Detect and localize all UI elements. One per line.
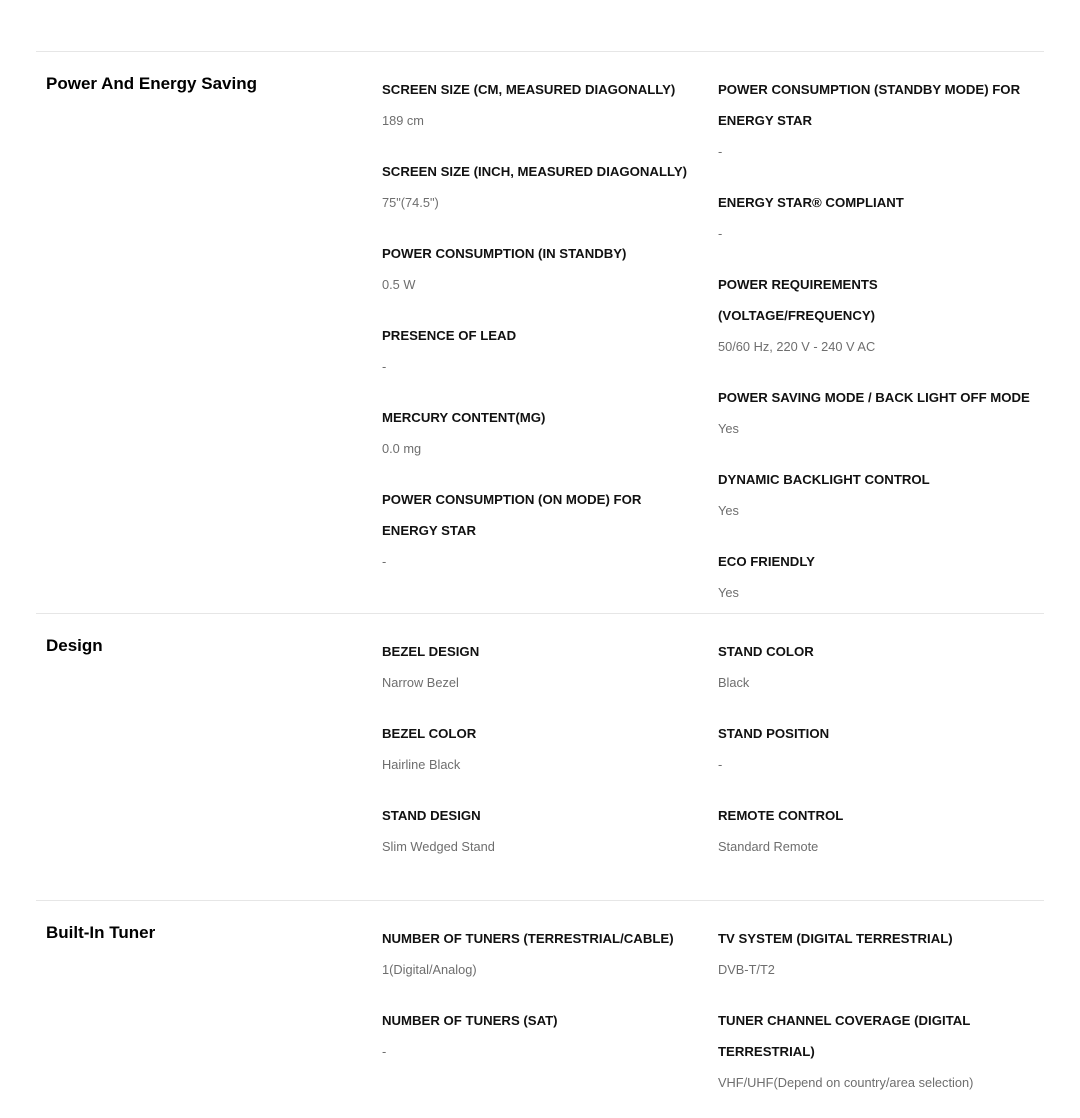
spec-label: SCREEN SIZE (INCH, MEASURED DIAGONALLY) bbox=[382, 164, 688, 179]
spec-item bbox=[718, 923, 1036, 985]
spec-value: 50/60 Hz, 220 V - 240 V AC bbox=[718, 339, 876, 354]
spec-label: NUMBER OF TUNERS (SAT) bbox=[382, 1013, 558, 1028]
spec-item bbox=[718, 800, 1036, 862]
spec-column-right bbox=[718, 923, 1036, 1118]
spec-label: STAND COLOR bbox=[718, 644, 814, 659]
spec-item bbox=[382, 923, 700, 985]
spec-column-left bbox=[382, 923, 700, 1087]
previous-section-values bbox=[0, 0, 1080, 6]
spec-item bbox=[382, 718, 700, 780]
spec-value: Yes bbox=[718, 421, 739, 436]
spec-item bbox=[382, 402, 700, 464]
spec-value: Slim Wedged Stand bbox=[382, 839, 495, 854]
spec-item bbox=[718, 464, 1036, 526]
spec-value: 75"(74.5") bbox=[382, 195, 439, 210]
spec-item bbox=[718, 1005, 1036, 1098]
spec-label: DYNAMIC BACKLIGHT CONTROL bbox=[718, 472, 930, 487]
spec-label: POWER CONSUMPTION (IN STANDBY) bbox=[382, 246, 627, 261]
spec-item bbox=[718, 74, 1036, 167]
spec-item bbox=[718, 718, 1036, 780]
spec-value: Narrow Bezel bbox=[382, 675, 459, 690]
spec-label: ENERGY STAR® COMPLIANT bbox=[718, 195, 904, 210]
spec-value: - bbox=[382, 359, 387, 374]
spec-value: Yes bbox=[718, 585, 739, 600]
spec-value: Yes bbox=[718, 503, 739, 518]
spec-item bbox=[382, 636, 700, 698]
spec-item bbox=[382, 238, 700, 300]
spec-label: STAND DESIGN bbox=[382, 808, 481, 823]
previous-spec-value bbox=[718, 0, 739, 1]
spec-item bbox=[382, 320, 700, 382]
spec-label: NUMBER OF TUNERS (TERRESTRIAL/CABLE) bbox=[382, 931, 674, 946]
spec-label: TV SYSTEM (DIGITAL TERRESTRIAL) bbox=[718, 931, 953, 946]
spec-label: TUNER CHANNEL COVERAGE (DIGITAL TERRESTRIAL) bbox=[718, 1013, 971, 1059]
spec-label: REMOTE CONTROL bbox=[718, 808, 844, 823]
spec-section-built-in-tuner bbox=[36, 900, 1044, 1090]
spec-label: POWER CONSUMPTION (STANDBY MODE) FOR ENERGY STAR bbox=[718, 82, 1021, 128]
spec-column-left bbox=[382, 636, 700, 882]
spec-item bbox=[382, 800, 700, 862]
spec-value: - bbox=[382, 554, 387, 569]
spec-label: POWER SAVING MODE / BACK LIGHT OFF MODE bbox=[718, 390, 1030, 405]
spec-value: DVB-T/T2 bbox=[718, 962, 775, 977]
spec-value: - bbox=[718, 144, 723, 159]
spec-value: Black bbox=[718, 675, 750, 690]
spec-value: - bbox=[718, 226, 723, 241]
spec-item bbox=[382, 74, 700, 136]
spec-value: - bbox=[718, 757, 723, 772]
spec-section-design bbox=[36, 613, 1044, 901]
spec-label: BEZEL COLOR bbox=[382, 726, 477, 741]
spec-label: SCREEN SIZE (CM, MEASURED DIAGONALLY) bbox=[382, 82, 676, 97]
spec-item bbox=[718, 382, 1036, 444]
spec-label: MERCURY CONTENT(MG) bbox=[382, 410, 546, 425]
spec-label: ECO FRIENDLY bbox=[718, 554, 815, 569]
spec-item bbox=[382, 156, 700, 218]
spec-value: 0.0 mg bbox=[382, 441, 422, 456]
section-title: Built-In Tuner bbox=[46, 923, 156, 942]
spec-column-right bbox=[718, 636, 1036, 882]
spec-value: 189 cm bbox=[382, 113, 424, 128]
spec-value: 0.5 W bbox=[382, 277, 416, 292]
spec-column-left bbox=[382, 74, 700, 597]
spec-label: POWER CONSUMPTION (ON MODE) FOR ENERGY STAR bbox=[382, 492, 642, 538]
spec-label: BEZEL DESIGN bbox=[382, 644, 480, 659]
previous-spec-value bbox=[382, 0, 403, 1]
spec-value: Hairline Black bbox=[382, 757, 461, 772]
spec-label: PRESENCE OF LEAD bbox=[382, 328, 517, 343]
spec-value: 1(Digital/Analog) bbox=[382, 962, 477, 977]
spec-value: VHF/UHF(Depend on country/area selection) bbox=[718, 1075, 974, 1090]
spec-value: - bbox=[382, 1044, 387, 1059]
spec-label: STAND POSITION bbox=[718, 726, 830, 741]
spec-item bbox=[382, 484, 700, 577]
spec-label: POWER REQUIREMENTS (VOLTAGE/FREQUENCY) bbox=[718, 277, 878, 323]
spec-item bbox=[718, 269, 1036, 362]
spec-item bbox=[718, 546, 1036, 608]
section-title: Design bbox=[46, 636, 103, 655]
spec-item bbox=[718, 187, 1036, 249]
spec-column-right bbox=[718, 74, 1036, 628]
spec-section-power-energy bbox=[36, 51, 1044, 614]
spec-item bbox=[382, 1005, 700, 1067]
spec-item bbox=[718, 636, 1036, 698]
spec-value: Standard Remote bbox=[718, 839, 819, 854]
section-title: Power And Energy Saving bbox=[46, 74, 257, 93]
